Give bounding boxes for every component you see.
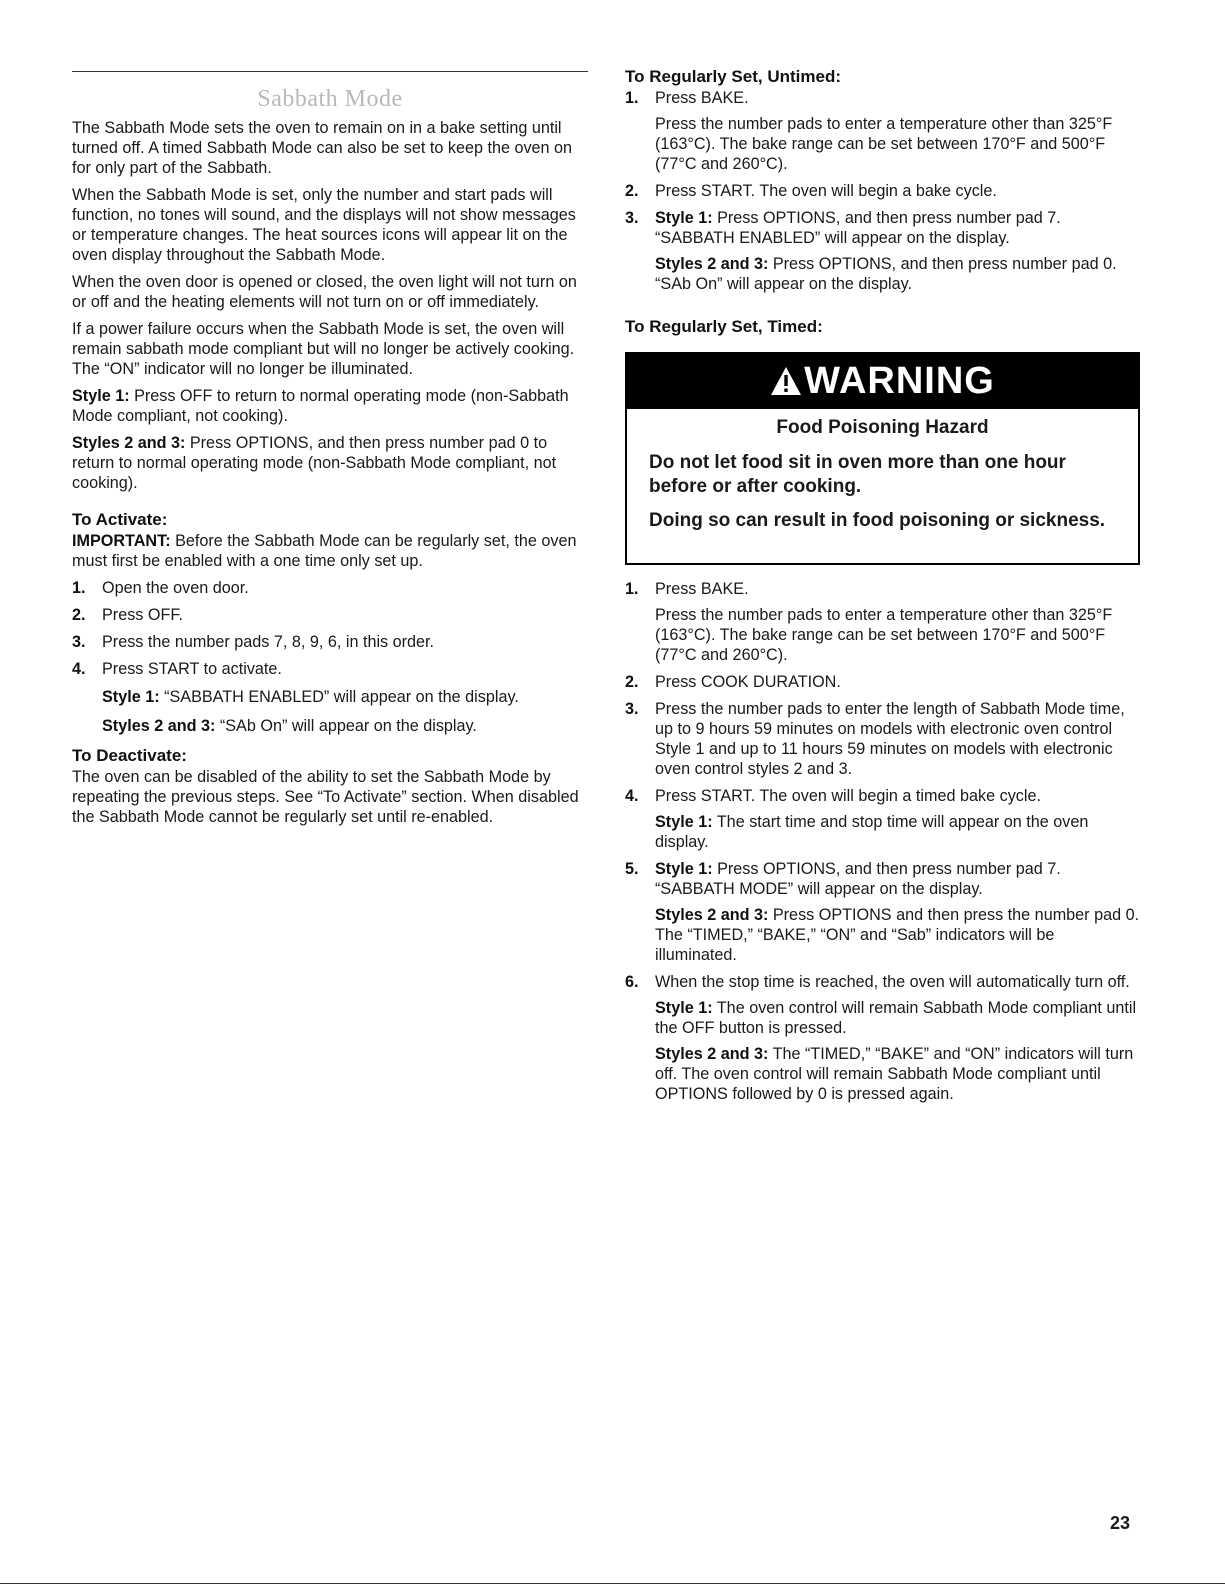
list-item: 2. Press START. The oven will begin a bake cycle. bbox=[625, 182, 997, 200]
list-item: 2. Press COOK DURATION. bbox=[625, 673, 841, 691]
activate-steps bbox=[72, 578, 588, 736]
styles23-note: Styles 2 and 3: Press OPTIONS, and then press number pad 0 to return to normal operating mode (non-Sabbath Mode compliant, not cooking). bbox=[72, 434, 557, 492]
activate-heading: To Activate: bbox=[72, 510, 168, 529]
list-item: 1. Press BAKE. Press the number pads to enter a temperature other than 325°F (163°C). The bake range can be set between 170°F and 500°F (77°C and 260°C). bbox=[625, 580, 1113, 664]
untimed-heading: To Regularly Set, Untimed: bbox=[625, 67, 841, 86]
list-item: 4. Press START. The oven will begin a timed bake cycle. Style 1: The start time and stop time will appear on the oven display. bbox=[625, 787, 1089, 851]
list-item: 3. Style 1: Press OPTIONS, and then press number pad 7. “SABBATH ENABLED” will appear on the display. Styles 2 and 3: Press OPTIONS, and then press number pad 0. “SAb On” will appear on the display. bbox=[625, 209, 1117, 293]
list-item: 4. Press START to activate. Style 1: “SABBATH ENABLED” will appear on the display. Styles 2 and 3: “SAb On” will appear on the display. bbox=[72, 660, 519, 735]
page-bottom-rule bbox=[0, 1583, 1225, 1584]
left-column bbox=[72, 118, 588, 834]
timed-section bbox=[625, 579, 1140, 1111]
warning-header: WARNING bbox=[627, 354, 1138, 409]
warning-line-1: Do not let food sit in oven more than one hour before or after cooking. bbox=[649, 452, 1066, 497]
warning-box bbox=[625, 352, 1140, 565]
timed-heading-wrap bbox=[625, 316, 1140, 338]
style1-note: Style 1: Press OFF to return to normal operating mode (non-Sabbath Mode compliant, not cooking). bbox=[72, 387, 569, 425]
warning-hazard: Food Poisoning Hazard bbox=[776, 417, 989, 438]
timed-heading: To Regularly Set, Timed: bbox=[625, 317, 823, 336]
paragraph: The Sabbath Mode sets the oven to remain on in a bake setting until turned off. A timed Sabbath Mode can also be set to keep the oven on for only part of the Sabbath. bbox=[72, 119, 573, 177]
untimed-section bbox=[625, 66, 1140, 301]
paragraph: When the oven door is opened or closed, the oven light will not turn on or off and the heating elements will not turn on or off immediately. bbox=[72, 273, 577, 311]
untimed-steps bbox=[625, 88, 1140, 294]
list-item: 6. When the stop time is reached, the oven will automatically turn off. Style 1: The oven control will remain Sabbath Mode compliant until the OFF button is pressed. Styles 2 and 3: The “TIMED,” “BAKE” and “ON” indicators will turn off. The oven control will remain Sabbath Mode compliant until OPTIONS followed by 0 is pressed again. bbox=[625, 973, 1137, 1103]
section-rule bbox=[72, 71, 588, 72]
paragraph: If a power failure occurs when the Sabbath Mode is set, the oven will remain sabbath mode compliant but will no longer be actively cooking. The “ON” indicator will no longer be illuminated. bbox=[72, 320, 575, 378]
list-item: 1. Press BAKE. Press the number pads to enter a temperature other than 325°F (163°C). The bake range can be set between 170°F and 500°F (77°C and 260°C). bbox=[625, 89, 1113, 173]
list-item: 3. Press the number pads 7, 8, 9, 6, in this order. bbox=[72, 633, 435, 651]
warning-triangle-icon bbox=[770, 366, 802, 396]
page-number: 23 bbox=[1110, 1513, 1131, 1533]
section-title: Sabbath Mode bbox=[257, 86, 403, 112]
deactivate-text: The oven can be disabled of the ability to set the Sabbath Mode by repeating the previous steps. See “To Activate” section. When disabled the Sabbath Mode cannot be regularly set until re-enabled. bbox=[72, 768, 579, 826]
timed-steps bbox=[625, 579, 1140, 1104]
list-item: 5. Style 1: Press OPTIONS, and then press number pad 7. “SABBATH MODE” will appear on the display. Styles 2 and 3: Press OPTIONS and then press the number pad 0. The “TIMED,” “BAKE,” “ON” and “Sab” indicators will be illuminated. bbox=[625, 860, 1140, 964]
warning-line-2: Doing so can result in food poisoning or sickness. bbox=[649, 510, 1106, 531]
deactivate-heading: To Deactivate: bbox=[72, 746, 187, 765]
important-note: IMPORTANT: Before the Sabbath Mode can be regularly set, the oven must first be enabled with a one time only set up. bbox=[72, 532, 577, 570]
list-item: 3. Press the number pads to enter the length of Sabbath Mode time, up to 9 hours 59 minutes on models with electronic oven control Style 1 and up to 11 hours 59 minutes on models with electronic oven control styles 2 and 3. bbox=[625, 700, 1125, 778]
paragraph: When the Sabbath Mode is set, only the number and start pads will function, no tones will sound, and the displays will not show messages or temperature changes. The heat sources icons will appear lit on the oven display throughout the Sabbath Mode. bbox=[72, 186, 576, 264]
list-item: 1. Open the oven door. bbox=[72, 579, 249, 597]
list-item: 2. Press OFF. bbox=[72, 606, 183, 624]
